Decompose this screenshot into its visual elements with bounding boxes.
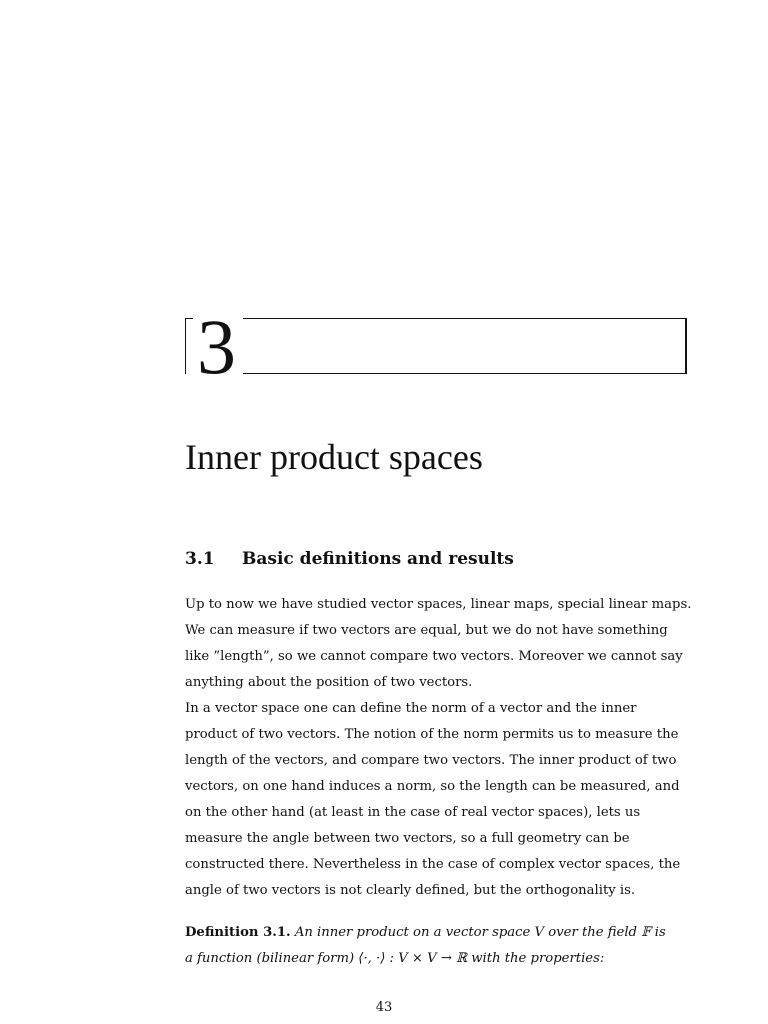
paragraph-line: In a vector space one can define the norm of a vector and the inner bbox=[185, 701, 637, 716]
definition-statement-1: An inner product on a vector space V over the field 𝔽 is bbox=[294, 925, 666, 940]
paragraph-line: angle of two vectors is not clearly defined, but the orthogonality is. bbox=[185, 883, 636, 898]
intro-paragraph bbox=[185, 592, 695, 904]
chapter-number: 3 bbox=[197, 303, 236, 390]
paragraph-line: like ”length”, so we cannot compare two vectors. Moreover we cannot say bbox=[185, 649, 683, 664]
definition-label: Definition 3.1. bbox=[185, 925, 291, 940]
section-heading bbox=[185, 546, 514, 572]
frame-right-rule bbox=[685, 318, 687, 374]
page-number: 43 bbox=[375, 1000, 393, 1015]
paragraph-line: measure the angle between two vectors, so a full geometry can be bbox=[185, 831, 630, 846]
definition-line-1 bbox=[185, 920, 695, 946]
section-title: Basic definitions and results bbox=[242, 549, 514, 569]
frame-left-tick bbox=[185, 318, 193, 319]
paragraph-line: on the other hand (at least in the case of real vector spaces), lets us bbox=[185, 805, 641, 820]
chapter-title: Inner product spaces bbox=[185, 437, 483, 477]
definition-statement-2: a function (bilinear form) ⟨·, ·⟩ : V × V → ℝ with the properties: bbox=[185, 951, 605, 966]
frame-top-rule bbox=[243, 318, 687, 319]
definition-block bbox=[185, 920, 695, 972]
paragraph-line: constructed there. Nevertheless in the case of complex vector spaces, the bbox=[185, 857, 681, 872]
frame-left-rule bbox=[185, 318, 186, 374]
paragraph-line: length of the vectors, and compare two vectors. The inner product of two bbox=[185, 753, 677, 768]
frame-bottom-rule bbox=[243, 373, 687, 374]
paragraph-line: We can measure if two vectors are equal, but we do not have something bbox=[185, 623, 668, 638]
paragraph-line: anything about the position of two vectors. bbox=[185, 675, 473, 690]
paragraph-line: Up to now we have studied vector spaces, linear maps, special linear maps. bbox=[185, 597, 692, 612]
paragraph-line: product of two vectors. The notion of the norm permits us to measure the bbox=[185, 727, 679, 742]
paragraph-line: vectors, on one hand induces a norm, so the length can be measured, and bbox=[185, 779, 680, 794]
chapter-number-frame bbox=[185, 303, 687, 390]
section-number: 3.1 bbox=[185, 549, 215, 569]
